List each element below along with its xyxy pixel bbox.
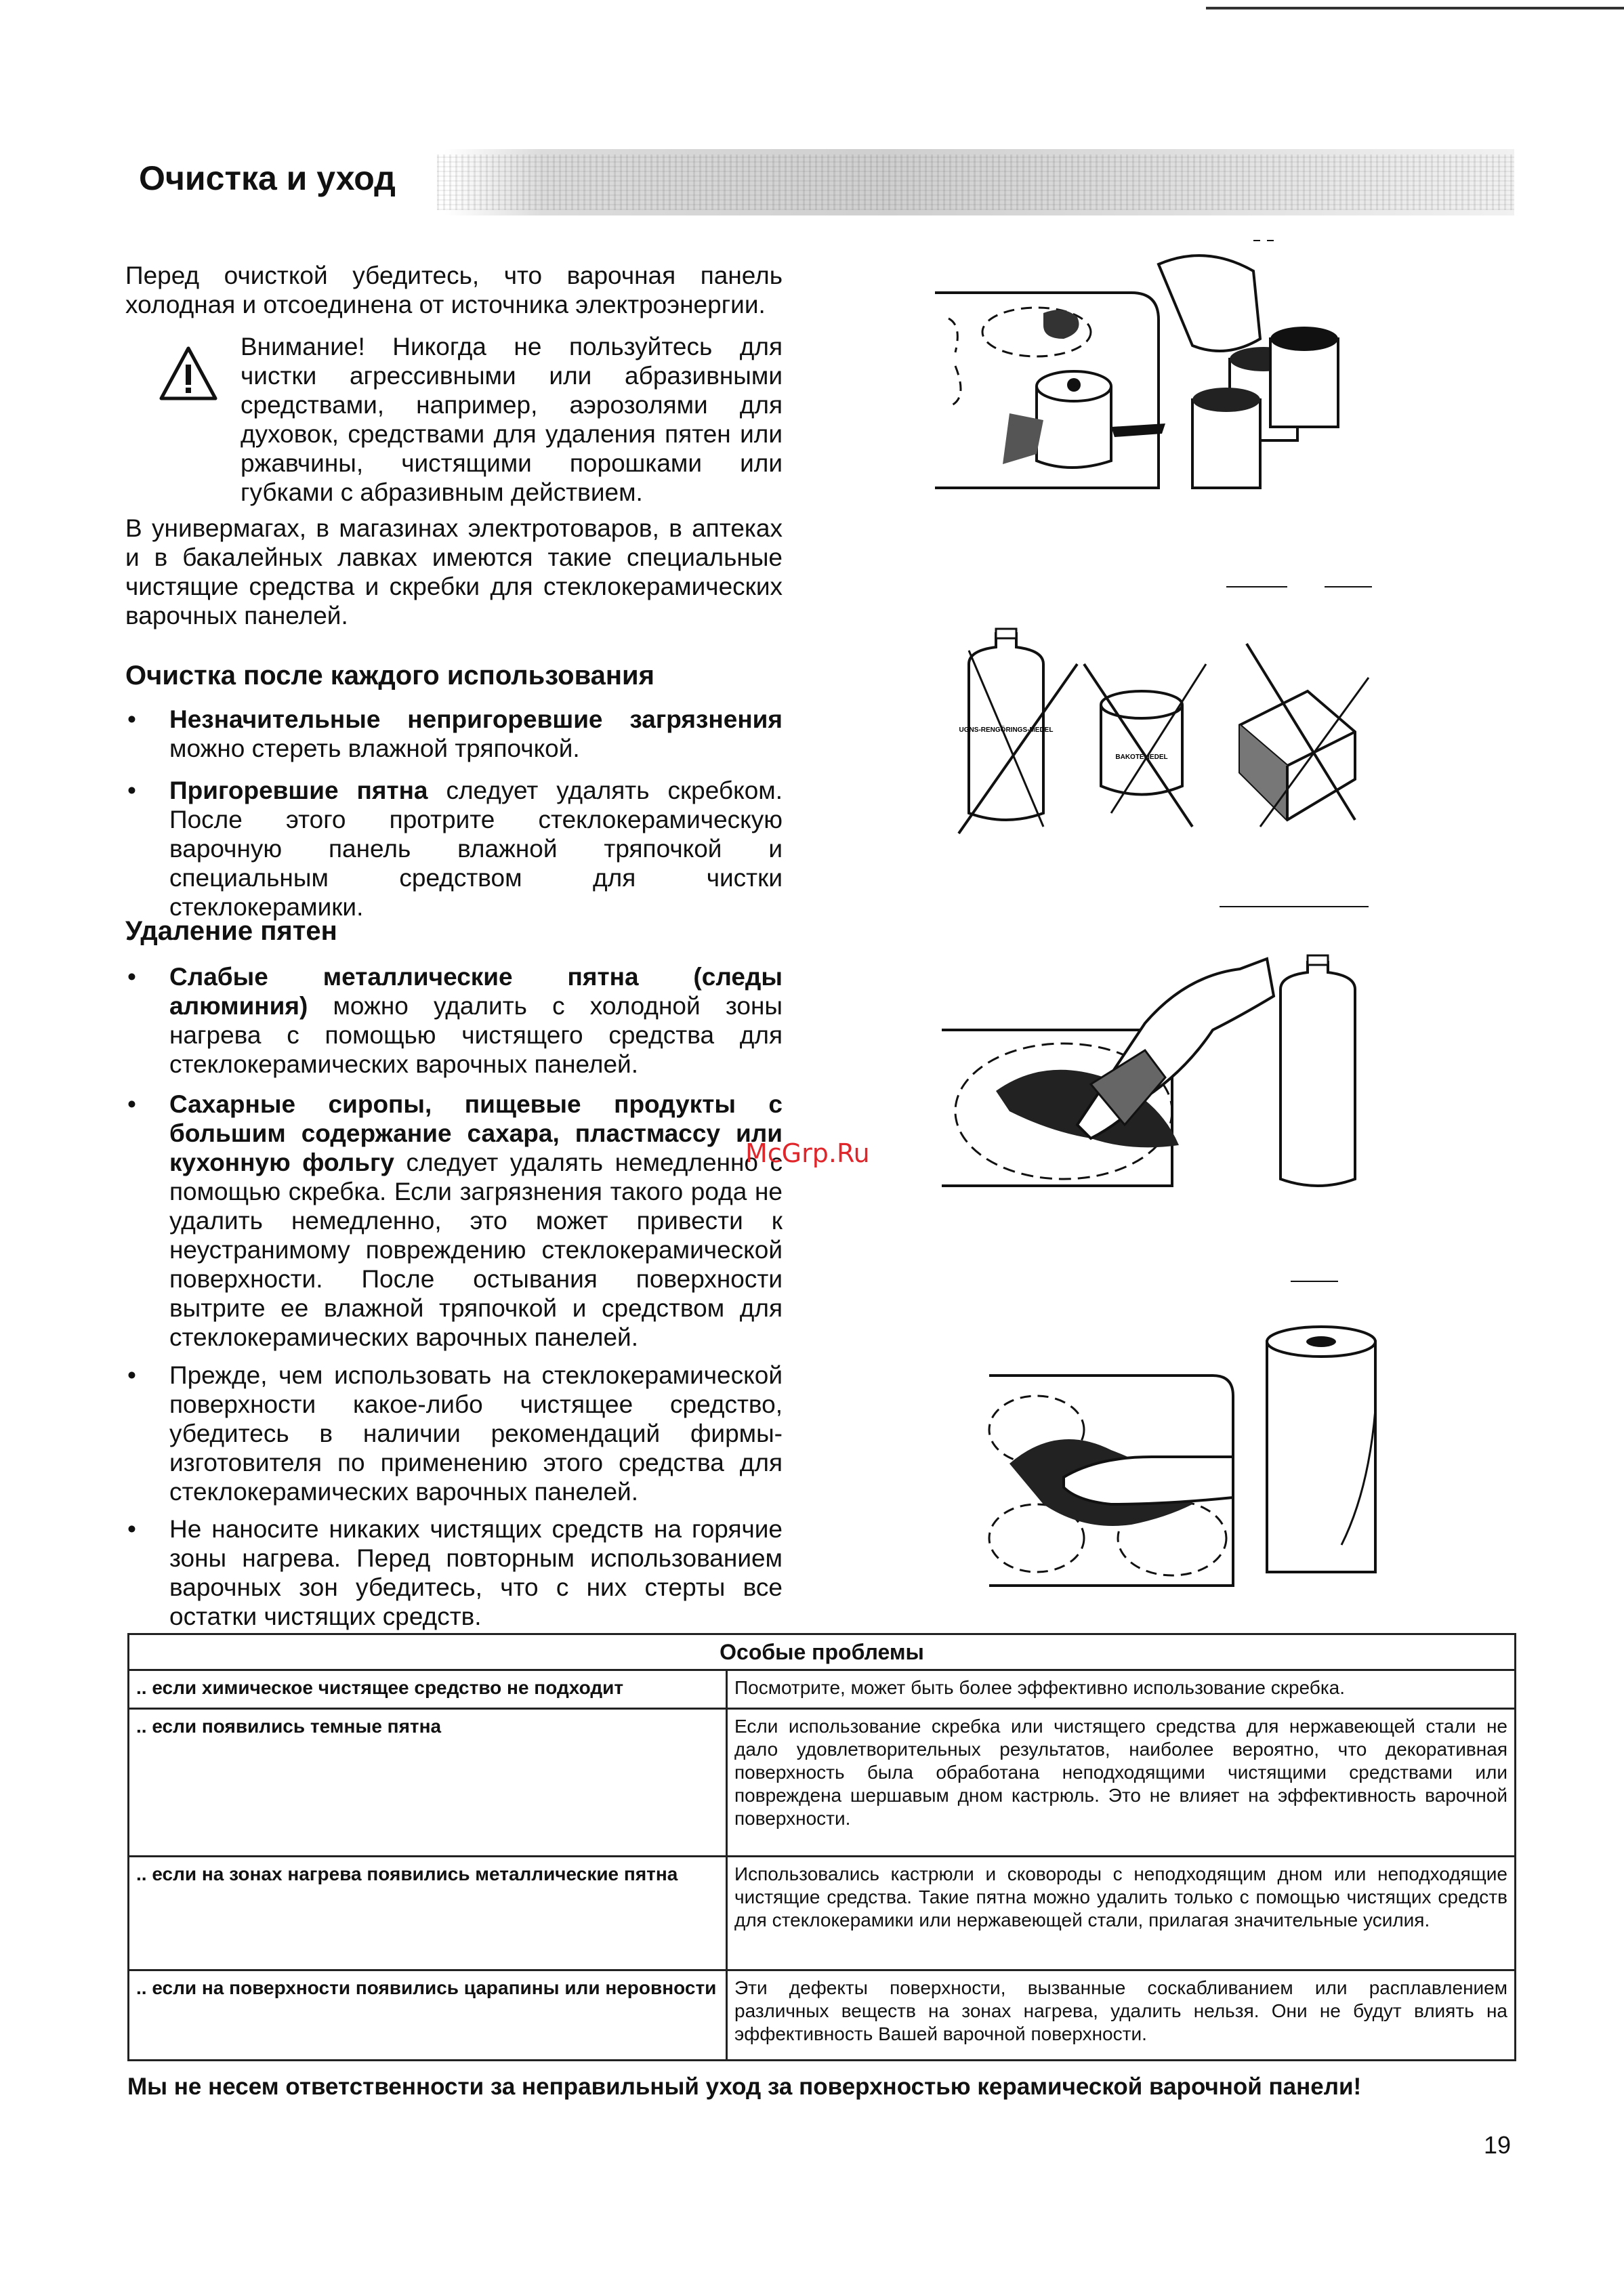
list-item: • Сахарные сиропы, пищевые продукты с большим содержание сахара, пластмассу или кухонную фольгу следует удалять немедленно с помощью скребка. Если загрязнения такого рода не удалить немедленно, это может привести к неустранимому повреждению стеклокерамической поверхности. После остывания поверхности вытрите ее влажной тряпочкой и средством для стеклокерамических варочных панелей. — [127, 1090, 783, 1351]
divider — [1226, 586, 1287, 587]
list-item: • Слабые металлические пятна (следы алюминия) можно удалить с холодной зоны нагрева с помощью чистящего средства для стеклокерамических варочных панелей. — [127, 963, 783, 1078]
table-row — [129, 1857, 1516, 1970]
divider — [1291, 1281, 1338, 1282]
list-item-text: следует удалять скребком. После этого протрите стеклокерамическую варочную панель влажной тряпочкой и специальным средством для чистки стеклокерамики. — [169, 777, 783, 921]
list-item-text: Не наносите никаких чистящих средств на горячие зоны нагрева. Перед повторным использованием варочных зон убедитесь, что с них стерты все остатки чистящих средств. — [169, 1515, 783, 1630]
stores-paragraph: В универмагах, в магазинах электротоваров, в аптеках и в бакалейных лавках имеются такие специальные чистящие средства и скребки для стеклокерамических варочных панелей. — [125, 514, 783, 629]
list-item-bold: Незначительные непригоревшие загрязнения — [169, 705, 783, 733]
table-cell-problem: .. если химическое чистящее средство не подходит — [129, 1670, 727, 1709]
list-item-bold: Пригоревшие пятна — [169, 777, 428, 804]
illustration-scraper-and-jars — [935, 230, 1450, 515]
list-item-text: можно удалить с холодной зоны нагрева с помощью чистящего средства для стеклокерамических варочных панелей. — [169, 992, 783, 1078]
illustration-hand-cleaning — [942, 922, 1443, 1193]
table-header-row — [129, 1634, 1516, 1670]
illustration-paper-towel — [962, 1321, 1436, 1592]
section-heading-stains: Удаление пятен — [125, 916, 337, 946]
watermark: McGrp.Ru — [745, 1138, 870, 1168]
table-row — [129, 1709, 1516, 1857]
table-cell-solution: Эти дефекты поверхности, вызванные соскабливанием или расплавлением различных веществ на зонах нагрева, удалить нельзя. Они не будут влиять на эффективность Вашей варочной поверхности. — [727, 1970, 1516, 2061]
table-cell-solution: Если использование скребка или чистящего средства для нержавеющей стали не дало удовлетворительных результатов, наиболее вероятно, что декоративная поверхность была обработана неподходящими чистящими средствами или повреждена шершавым дном кастрюль. Это не влияет на эффективность варочной поверхности. — [727, 1709, 1516, 1857]
jar-label: BAKOTEMEDEL — [1115, 753, 1168, 761]
warning-triangle-icon — [157, 344, 220, 402]
warning-paragraph: Внимание! Никогда не пользуйтесь для чистки агрессивными или абразивными средствами, например, аэрозолями для духовок, средствами для удаления пятен или ржавчины, чистящими порошками или губками с абразивным действием. — [241, 333, 783, 506]
list-item: • Прежде, чем использовать на стеклокерамической поверхности какое-либо чистящее средство, убедитесь в наличии рекомендаций фирмы-изготовителя по применению этого средства для стеклокерамических варочных панелей. — [127, 1361, 783, 1506]
list-item: • Не наносите никаких чистящих средств на горячие зоны нагрева. Перед повторным использованием варочных зон убедитесь, что с них стерты все остатки чистящих средств. — [127, 1515, 783, 1630]
table-row — [129, 1970, 1516, 2061]
table-cell-problem: .. если на зонах нагрева появились металлические пятна — [129, 1857, 727, 1970]
list-item-text: Прежде, чем использовать на стеклокерамической поверхности какое-либо чистящее средство, убедитесь в наличии рекомендаций фирмы-изготовителя по применению этого средства для стеклокерамических варочных панелей. — [169, 1361, 783, 1506]
table-cell-solution: Посмотрите, может быть более эффективно использование скребка. — [727, 1670, 1516, 1709]
top-rule — [1206, 7, 1624, 9]
divider — [1325, 586, 1372, 587]
spray-can-label: UGNS-RENGÖRINGS-MEDEL — [959, 726, 1054, 734]
list-item: • Пригоревшие пятна следует удалять скребком. После этого протрите стеклокерамическую варочную панель влажной тряпочкой и специальным средством для чистки стеклокерамики. — [127, 777, 783, 921]
divider — [1220, 906, 1369, 907]
page-title: Очистка и уход — [139, 159, 396, 197]
page-number: 19 — [1484, 2131, 1512, 2159]
table-row — [129, 1670, 1516, 1709]
table-cell-problem: .. если на поверхности появились царапины или неровности — [129, 1970, 727, 2061]
list-item-text: можно стереть влажной тряпочкой. — [169, 735, 580, 762]
section-heading-after-use: Очистка после каждого использования — [125, 661, 654, 690]
list-item-text: следует удалять немедленно с помощью скребка. Если загрязнения такого рода не удалить немедленно, это может привести к неустранимому повреждению стеклокерамической поверхности. После остывания поверхности вытрите ее влажной тряпочкой и средством для стеклокерамических варочных панелей. — [169, 1149, 783, 1351]
table-cell-solution: Использовались кастрюли и сковороды с неподходящим дном или неподходящие чистящие средства. Такие пятна можно удалить только с помощью чистящих средств для стеклокерамики или нержавеющей стали, прилагая значительные усилия. — [727, 1857, 1516, 1970]
list-item-bold: Сахарные сиропы, пищевые продукты с большим содержание сахара, пластмассу или кухонную фольгу — [169, 1090, 783, 1176]
list-item: • Незначительные непригоревшие загрязнения можно стереть влажной тряпочкой. — [127, 705, 783, 762]
list-item-bold: Слабые металлические пятна (следы алюминия) — [169, 963, 783, 1020]
illustration-forbidden-cleaners — [955, 623, 1375, 840]
intro-paragraph: Перед очисткой убедитесь, что варочная панель холодная и отсоединена от источника электроэнергии. — [125, 262, 783, 318]
table-cell-problem: .. если появились темные пятна — [129, 1709, 727, 1857]
footer-disclaimer: Мы не несем ответственности за неправильный уход за поверхностью керамической варочной панели! — [127, 2073, 1362, 2100]
table-header: Особые проблемы — [129, 1634, 1516, 1670]
problems-table — [127, 1633, 1516, 2061]
